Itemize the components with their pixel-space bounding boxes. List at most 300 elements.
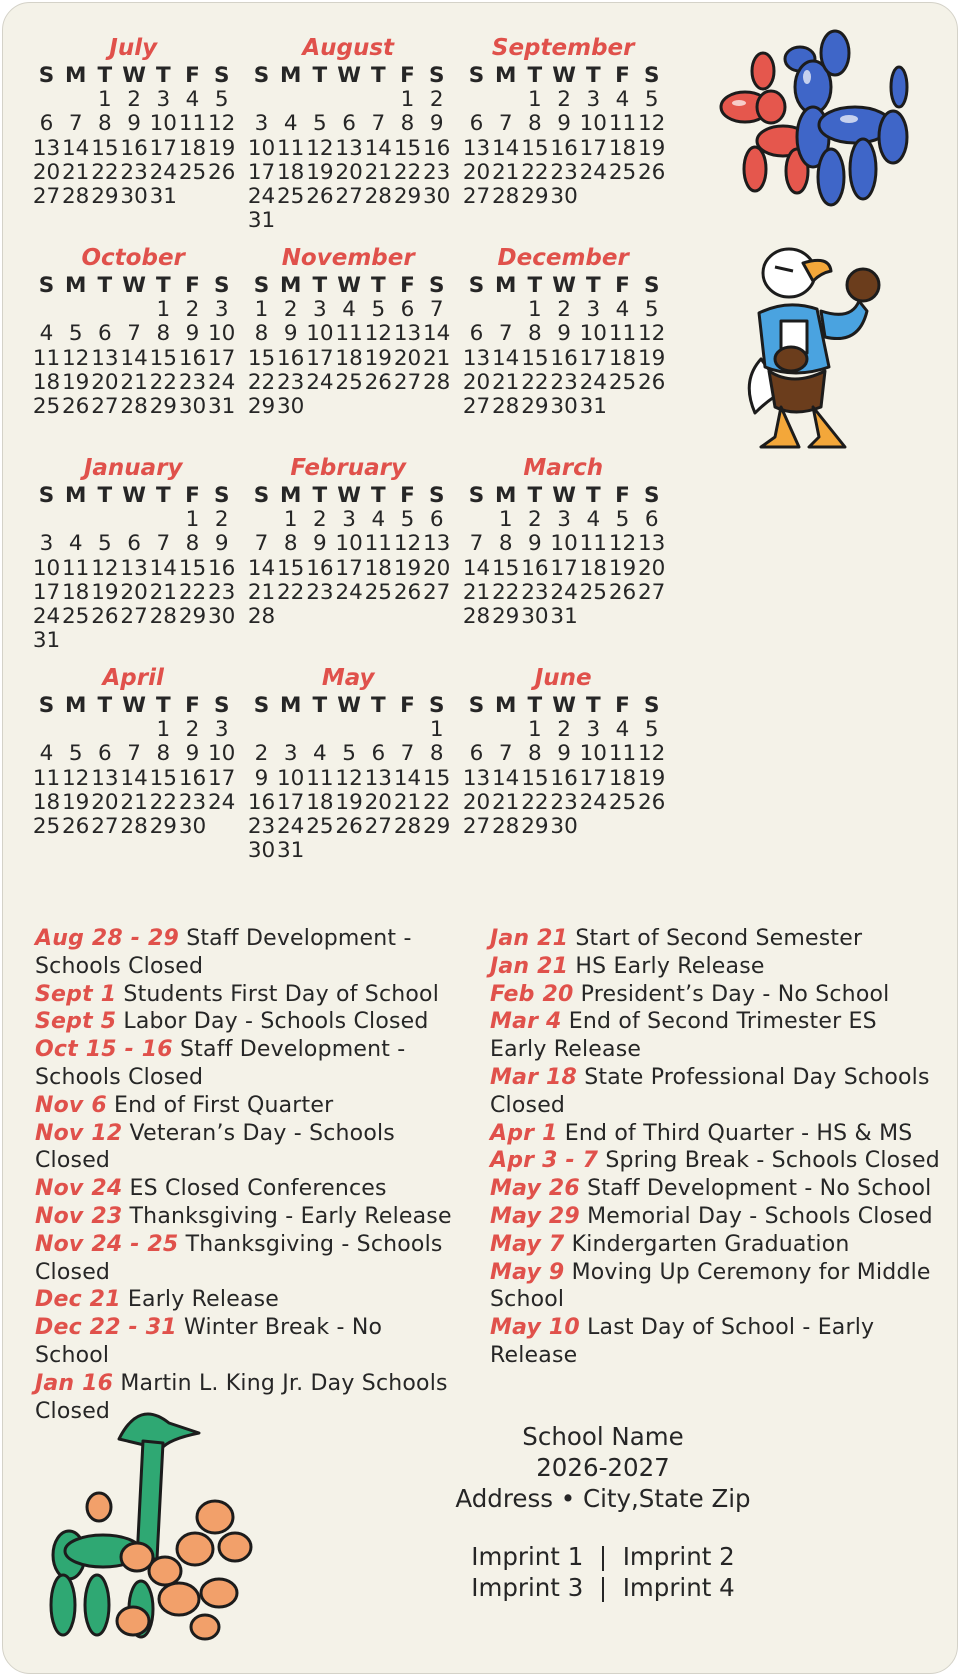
day-cell: 13 xyxy=(91,765,119,791)
day-cell: 5 xyxy=(98,531,112,557)
day-cell: 29 xyxy=(521,814,549,839)
weekday-header: S xyxy=(468,273,485,298)
event-text: Labor Day - Schools Closed xyxy=(123,1009,429,1035)
month-december xyxy=(461,243,665,443)
balloon-animals-art xyxy=(29,1399,269,1647)
day-cell: 25 xyxy=(608,369,637,395)
day-cell: 20 xyxy=(638,555,666,581)
weekday-header: S xyxy=(213,273,230,298)
month-name: December xyxy=(497,245,629,271)
day-cell: 29 xyxy=(247,394,276,419)
day-cell: 10 xyxy=(32,555,61,581)
day-cell: 8 xyxy=(98,111,112,137)
day-cell: 23 xyxy=(120,159,148,185)
day-cell: 22 xyxy=(492,579,520,605)
day-cell: 7 xyxy=(127,741,141,767)
day-cell: 22 xyxy=(91,159,119,185)
day-cell: 18 xyxy=(364,555,392,581)
month-name: February xyxy=(290,455,406,481)
day-cell: 29 xyxy=(521,184,549,209)
event-item xyxy=(490,1008,940,1064)
weekday-header: T xyxy=(527,273,543,298)
day-cell: 28 xyxy=(247,604,276,629)
day-cell: 16 xyxy=(423,135,451,161)
day-cell: 26 xyxy=(91,604,119,629)
day-cell: 15 xyxy=(393,135,422,161)
day-cell: 24 xyxy=(149,159,177,185)
day-cell: 8 xyxy=(528,111,542,137)
day-cell: 9 xyxy=(254,765,269,791)
day-cell: 21 xyxy=(364,159,392,185)
day-cell: 30 xyxy=(247,838,276,864)
day-cell: 31 xyxy=(579,394,607,419)
weekday-header: T xyxy=(97,693,113,718)
day-cell: 8 xyxy=(283,531,298,557)
weekday-header: S xyxy=(38,483,55,508)
day-cell: 19 xyxy=(91,579,119,605)
day-cell: 1 xyxy=(528,717,542,743)
day-cell: 1 xyxy=(429,717,444,743)
day-cell: 5 xyxy=(68,321,83,347)
day-cell: 27 xyxy=(393,369,422,395)
day-cell: 7 xyxy=(156,531,171,557)
day-cell: 29 xyxy=(149,814,177,839)
event-text: Thanksgiving - Early Release xyxy=(129,1203,452,1229)
event-date: Oct 15 - 16 xyxy=(35,1037,173,1063)
day-cell: 5 xyxy=(644,717,659,743)
day-cell: 25 xyxy=(32,814,61,839)
day-cell: 27 xyxy=(120,604,148,629)
day-cell: 17 xyxy=(208,345,236,371)
day-cell: 11 xyxy=(335,321,363,347)
weekday-header: W xyxy=(122,63,146,88)
day-cell: 20 xyxy=(120,579,148,605)
day-cell: 1 xyxy=(528,297,542,323)
day-cell: 16 xyxy=(178,765,207,791)
day-cell: 14 xyxy=(149,555,177,581)
day-cell: 29 xyxy=(492,604,520,629)
school-name: School Name xyxy=(522,1422,684,1451)
day-cell: 7 xyxy=(498,741,513,767)
event-text: ES Closed Conferences xyxy=(129,1176,387,1202)
school-year: 2026-2027 xyxy=(536,1453,670,1482)
weekday-header: M xyxy=(494,483,517,508)
day-cell: 30 xyxy=(521,604,549,629)
day-cell: 27 xyxy=(91,394,119,419)
day-cell: 24 xyxy=(579,159,607,185)
day-cell: 24 xyxy=(579,369,607,395)
day-cell: 3 xyxy=(557,507,571,533)
month-april xyxy=(31,663,235,863)
weekday-header: M xyxy=(279,273,302,298)
day-cell: 28 xyxy=(62,184,90,209)
month-march xyxy=(461,453,665,653)
day-cell: 21 xyxy=(492,369,520,395)
day-cell: 6 xyxy=(644,507,659,533)
month-name: October xyxy=(81,245,185,271)
day-cell: 8 xyxy=(528,321,542,347)
day-cell: 10 xyxy=(335,531,363,557)
day-cell: 16 xyxy=(550,135,578,161)
day-cell: 1 xyxy=(156,297,171,323)
day-cell: 31 xyxy=(149,184,177,209)
day-cell: 20 xyxy=(91,369,119,395)
day-cell: 16 xyxy=(550,765,578,791)
weekday-header: S xyxy=(253,483,270,508)
weekday-header: T xyxy=(527,63,543,88)
event-date: Nov 23 xyxy=(35,1203,123,1229)
day-cell: 13 xyxy=(120,555,148,581)
event-date: Dec 21 xyxy=(35,1287,121,1313)
day-cell: 16 xyxy=(277,345,305,371)
day-cell: 28 xyxy=(462,604,491,629)
day-cell: 3 xyxy=(586,87,601,113)
day-cell: 2 xyxy=(557,297,571,323)
day-cell: 11 xyxy=(277,135,305,161)
day-cell: 12 xyxy=(393,531,422,557)
day-cell: 31 xyxy=(32,628,61,654)
day-cell: 1 xyxy=(98,87,112,113)
day-cell: 20 xyxy=(364,789,392,815)
weekday-header: W xyxy=(552,483,576,508)
day-cell: 28 xyxy=(393,814,422,839)
day-cell: 8 xyxy=(429,741,444,767)
events-right-column xyxy=(490,925,940,1370)
day-cell: 13 xyxy=(393,321,422,347)
day-cell: 6 xyxy=(469,741,484,767)
day-cell: 3 xyxy=(586,297,601,323)
day-cell: 17 xyxy=(277,789,305,815)
day-cell: 8 xyxy=(156,321,171,347)
event-date: Mar 18 xyxy=(490,1064,578,1090)
day-cell: 3 xyxy=(342,507,356,533)
weekday-header: F xyxy=(185,693,200,718)
day-cell: 14 xyxy=(247,555,276,581)
weekday-header: M xyxy=(494,63,517,88)
day-cell: 8 xyxy=(156,741,171,767)
day-cell: 13 xyxy=(462,135,491,161)
day-cell: 23 xyxy=(178,789,207,815)
day-cell: 7 xyxy=(429,297,444,323)
day-cell: 31 xyxy=(277,838,305,864)
day-cell: 2 xyxy=(429,87,444,113)
day-cell: 1 xyxy=(283,507,298,533)
day-cell: 21 xyxy=(492,789,520,815)
event-item xyxy=(35,981,455,1009)
day-cell: 3 xyxy=(254,111,269,137)
day-cell: 19 xyxy=(306,159,334,185)
event-date: Sept 5 xyxy=(35,1009,117,1035)
day-cell: 30 xyxy=(277,394,305,419)
weekday-header: T xyxy=(312,483,328,508)
day-cell: 28 xyxy=(120,394,148,419)
day-cell: 16 xyxy=(247,789,276,815)
eagle-mascot-art xyxy=(741,241,911,461)
day-cell: 15 xyxy=(91,135,119,161)
day-cell: 19 xyxy=(335,789,363,815)
weekday-header: M xyxy=(279,693,302,718)
day-cell: 17 xyxy=(335,555,363,581)
day-cell: 4 xyxy=(342,297,356,323)
weekday-header: S xyxy=(643,483,660,508)
day-cell: 24 xyxy=(306,369,334,395)
day-cell: 26 xyxy=(335,814,363,839)
day-cell: 1 xyxy=(400,87,415,113)
event-text: Veteran’s Day - Schools Closed xyxy=(35,1120,395,1174)
day-cell: 18 xyxy=(32,789,61,815)
day-cell: 1 xyxy=(254,297,269,323)
event-item xyxy=(35,1120,455,1176)
day-cell: 2 xyxy=(557,87,571,113)
day-cell: 7 xyxy=(498,321,513,347)
day-cell: 11 xyxy=(306,765,334,791)
events-left-column xyxy=(35,925,455,1425)
weekday-header: S xyxy=(428,693,445,718)
weekday-header: S xyxy=(468,63,485,88)
day-cell: 12 xyxy=(638,321,666,347)
day-cell: 19 xyxy=(208,135,236,161)
day-cell: 10 xyxy=(306,321,334,347)
day-cell: 1 xyxy=(156,717,171,743)
day-cell: 15 xyxy=(521,345,549,371)
day-cell: 9 xyxy=(127,111,141,137)
day-cell: 29 xyxy=(178,604,207,629)
day-cell: 28 xyxy=(364,184,392,209)
day-cell: 14 xyxy=(492,135,520,161)
day-cell: 26 xyxy=(62,814,90,839)
weekday-header: F xyxy=(185,63,200,88)
day-cell: 10 xyxy=(579,741,607,767)
weekday-header: M xyxy=(494,273,517,298)
day-cell: 6 xyxy=(400,297,415,323)
event-text: Last Day of School - Early Release xyxy=(490,1315,875,1368)
day-cell: 23 xyxy=(521,579,549,605)
day-cell: 14 xyxy=(492,765,520,791)
day-cell: 18 xyxy=(306,789,334,815)
event-text: Winter Break - No School xyxy=(35,1315,383,1368)
weekday-header: S xyxy=(38,273,55,298)
day-cell: 7 xyxy=(127,321,141,347)
weekday-header: S xyxy=(468,693,485,718)
weekday-header: T xyxy=(527,483,543,508)
day-cell: 21 xyxy=(120,369,148,395)
day-cell: 15 xyxy=(149,345,177,371)
month-name: March xyxy=(523,455,604,481)
day-cell: 27 xyxy=(335,184,363,209)
day-cell: 2 xyxy=(254,741,269,767)
weekday-header: W xyxy=(122,693,146,718)
day-cell: 11 xyxy=(608,741,637,767)
event-item xyxy=(490,1203,940,1231)
day-cell: 24 xyxy=(277,814,305,839)
day-cell: 15 xyxy=(423,765,451,791)
day-cell: 5 xyxy=(68,741,83,767)
day-cell: 19 xyxy=(638,135,666,161)
day-cell: 17 xyxy=(32,579,61,605)
event-item xyxy=(490,1175,940,1203)
day-cell: 4 xyxy=(371,507,386,533)
day-cell: 9 xyxy=(528,531,542,557)
day-cell: 12 xyxy=(608,531,637,557)
month-february xyxy=(246,453,450,653)
day-cell: 18 xyxy=(608,135,637,161)
day-cell: 5 xyxy=(615,507,630,533)
day-cell: 29 xyxy=(91,184,119,209)
day-cell: 17 xyxy=(208,765,236,791)
day-cell: 1 xyxy=(528,87,542,113)
day-cell: 21 xyxy=(423,345,451,371)
weekday-header: W xyxy=(337,693,361,718)
weekday-header: M xyxy=(64,63,87,88)
event-item xyxy=(490,1259,940,1315)
weekday-header: M xyxy=(279,483,302,508)
event-text: End of Third Quarter - HS & MS xyxy=(564,1120,913,1146)
day-cell: 10 xyxy=(208,741,236,767)
month-june xyxy=(461,663,665,863)
day-cell: 11 xyxy=(178,111,207,137)
day-cell: 6 xyxy=(39,111,54,137)
event-text: Spring Break - Schools Closed xyxy=(605,1148,940,1174)
day-cell: 21 xyxy=(62,159,90,185)
event-text: Moving Up Ceremony for Middle School xyxy=(490,1259,931,1313)
event-item xyxy=(35,1231,455,1287)
day-cell: 19 xyxy=(62,789,90,815)
imprint-line-2: Imprint 3 | Imprint 4 xyxy=(471,1573,735,1602)
day-cell: 30 xyxy=(178,394,207,419)
footer-spacer xyxy=(403,1514,803,1541)
day-cell: 28 xyxy=(120,814,148,839)
weekday-header: S xyxy=(428,63,445,88)
day-cell: 26 xyxy=(208,159,236,185)
event-text: State Professional Day Schools Closed xyxy=(490,1064,930,1118)
day-cell: 14 xyxy=(393,765,422,791)
balloon-dogs-art xyxy=(715,29,935,213)
event-date: Aug 28 - 29 xyxy=(35,926,179,951)
day-cell: 27 xyxy=(462,184,491,209)
event-text: President’s Day - No School xyxy=(580,981,890,1007)
day-cell: 4 xyxy=(615,717,630,743)
day-cell: 4 xyxy=(615,297,630,323)
day-cell: 21 xyxy=(492,159,520,185)
weekday-header: S xyxy=(428,483,445,508)
day-cell: 5 xyxy=(400,507,415,533)
day-cell: 9 xyxy=(557,741,571,767)
day-cell: 4 xyxy=(313,741,327,767)
day-cell: 19 xyxy=(393,555,422,581)
event-item xyxy=(490,1147,940,1175)
day-cell: 27 xyxy=(32,184,61,209)
day-cell: 7 xyxy=(254,531,269,557)
day-cell: 24 xyxy=(247,184,276,209)
weekday-header: T xyxy=(155,483,171,508)
event-item xyxy=(490,1064,940,1120)
day-cell: 27 xyxy=(638,579,666,605)
event-date: May 29 xyxy=(490,1203,580,1229)
weekday-header: T xyxy=(585,693,601,718)
day-cell: 6 xyxy=(98,321,112,347)
day-cell: 6 xyxy=(371,741,386,767)
day-cell: 3 xyxy=(586,717,601,743)
day-cell: 10 xyxy=(550,531,578,557)
imprint-line-1: Imprint 1 | Imprint 2 xyxy=(471,1542,735,1571)
event-text: Staff Development - Schools Closed xyxy=(35,1037,406,1090)
weekday-header: S xyxy=(253,273,270,298)
day-cell: 2 xyxy=(185,717,200,743)
day-cell: 25 xyxy=(277,184,305,209)
day-cell: 19 xyxy=(62,369,90,395)
weekday-header: S xyxy=(428,273,445,298)
event-date: Apr 3 - 7 xyxy=(490,1148,599,1174)
weekday-header: T xyxy=(370,273,386,298)
day-cell: 17 xyxy=(149,135,177,161)
day-cell: 16 xyxy=(521,555,549,581)
day-cell: 25 xyxy=(32,394,61,419)
day-cell: 8 xyxy=(498,531,513,557)
weekday-header: T xyxy=(155,63,171,88)
day-cell: 20 xyxy=(462,369,491,395)
day-cell: 23 xyxy=(550,789,578,815)
weekday-header: S xyxy=(38,63,55,88)
day-cell: 5 xyxy=(214,87,229,113)
day-cell: 18 xyxy=(579,555,607,581)
weekday-header: F xyxy=(185,483,200,508)
day-cell: 14 xyxy=(492,345,520,371)
day-cell: 15 xyxy=(178,555,207,581)
weekday-header: W xyxy=(552,63,576,88)
day-cell: 1 xyxy=(498,507,513,533)
month-name: April xyxy=(102,665,164,691)
day-cell: 13 xyxy=(335,135,363,161)
day-cell: 25 xyxy=(335,369,363,395)
weekday-header: M xyxy=(279,63,302,88)
day-cell: 30 xyxy=(178,814,207,839)
weekday-header: T xyxy=(155,273,171,298)
day-cell: 30 xyxy=(550,394,578,419)
day-cell: 30 xyxy=(550,814,578,839)
weekday-header: S xyxy=(468,483,485,508)
weekday-header: F xyxy=(400,273,415,298)
event-date: Nov 6 xyxy=(35,1092,107,1118)
event-date: Sept 1 xyxy=(35,981,117,1007)
weekday-header: T xyxy=(370,483,386,508)
day-cell: 31 xyxy=(247,208,276,234)
event-item xyxy=(490,1231,940,1259)
weekday-header: F xyxy=(615,63,630,88)
day-cell: 10 xyxy=(208,321,236,347)
event-date: Jan 21 xyxy=(490,926,569,951)
day-cell: 13 xyxy=(638,531,666,557)
day-cell: 2 xyxy=(127,87,141,113)
event-date: Feb 20 xyxy=(490,981,574,1007)
event-item xyxy=(35,1175,455,1203)
day-cell: 4 xyxy=(68,531,83,557)
day-cell: 27 xyxy=(91,814,119,839)
day-cell: 22 xyxy=(521,369,549,395)
day-cell: 17 xyxy=(579,765,607,791)
event-text: Staff Development - Schools Closed xyxy=(35,926,412,979)
event-text: HS Early Release xyxy=(575,953,765,979)
month-name: May xyxy=(321,665,375,691)
event-text: End of First Quarter xyxy=(114,1092,334,1118)
event-item xyxy=(35,1008,455,1036)
day-cell: 6 xyxy=(127,531,141,557)
event-date: Nov 24 xyxy=(35,1176,123,1202)
day-cell: 29 xyxy=(149,394,177,419)
day-cell: 20 xyxy=(423,555,451,581)
day-cell: 31 xyxy=(550,604,578,629)
month-name: November xyxy=(281,245,415,271)
weekday-header: T xyxy=(370,693,386,718)
